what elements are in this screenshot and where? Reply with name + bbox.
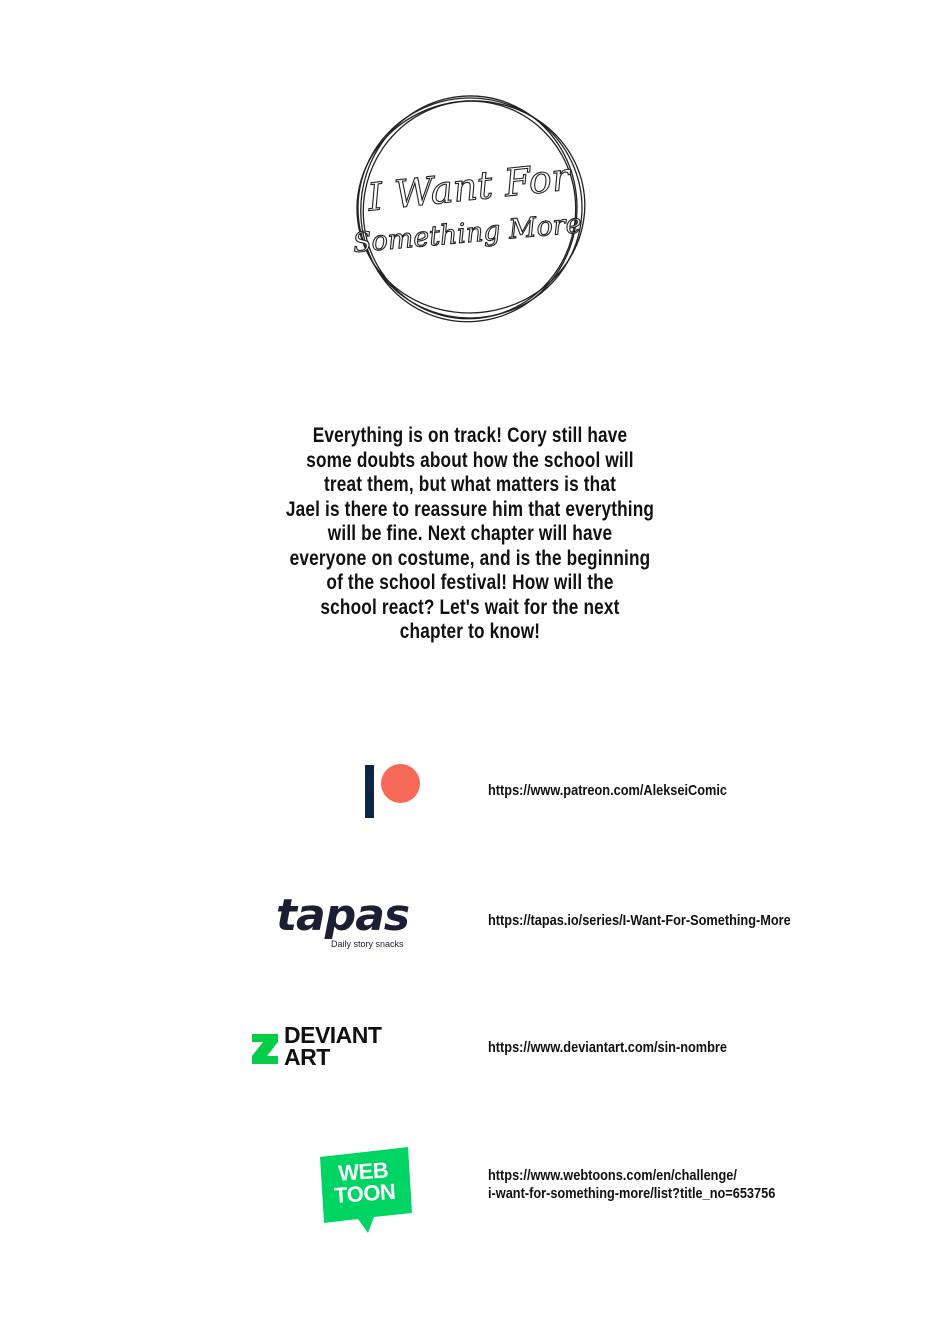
- tapas-tagline: Daily story snacks: [331, 939, 404, 949]
- message-line: treat them, but what matters is that: [324, 473, 616, 496]
- tapas-wordmark: tapas: [276, 890, 410, 941]
- deviantart-icon: [250, 1030, 280, 1068]
- series-title-logo-image: [350, 88, 590, 328]
- svg-text:I Want For: I Want For: [365, 154, 572, 220]
- message-line: will be fine. Next chapter will have: [327, 522, 613, 545]
- webtoon-logo[interactable]: [316, 1143, 416, 1235]
- webtoon-link-line2: i-want-for-something-more/list?title_no=653756: [488, 1185, 776, 1202]
- deviantart-wordmark-line1: DEVIANT: [284, 1022, 382, 1048]
- patreon-link[interactable]: https://www.patreon.com/AlekseiComic: [488, 782, 727, 799]
- webtoon-wordmark-line2: TOON: [333, 1178, 397, 1209]
- webtoon-link[interactable]: [488, 1167, 775, 1203]
- deviantart-wordmark: [284, 1024, 381, 1068]
- patreon-icon-bar: [365, 765, 374, 818]
- svg-text:Something More: Something More: [351, 208, 583, 260]
- message-line: school react? Let's wait for the next: [320, 595, 620, 619]
- message-line: Everything is on track! Cory still have: [312, 424, 628, 447]
- message-line: some doubts about how the school will: [306, 448, 634, 472]
- author-message: [249, 424, 692, 645]
- series-title-logo: [350, 88, 590, 328]
- patreon-icon[interactable]: [362, 764, 422, 820]
- message-line: chapter to know!: [399, 620, 541, 643]
- message-line: of the school festival! How will the: [326, 571, 614, 594]
- deviantart-logo[interactable]: [250, 1024, 425, 1074]
- deviantart-link[interactable]: https://www.deviantart.com/sin-nombre: [488, 1039, 727, 1056]
- webtoon-wordmark-line1: WEB: [337, 1157, 389, 1186]
- patreon-icon-dot: [381, 764, 420, 803]
- message-line: Jael is there to reassure him that everything: [285, 497, 655, 521]
- webtoon-link-line1: https://www.webtoons.com/en/challenge/: [488, 1167, 737, 1184]
- deviantart-wordmark-line2: ART: [284, 1044, 330, 1070]
- message-line: everyone on costume, and is the beginning: [289, 546, 651, 570]
- tapas-link[interactable]: https://tapas.io/series/I-Want-For-Something-More: [488, 912, 791, 929]
- webtoon-wordmark: [315, 1158, 414, 1209]
- tapas-logo[interactable]: [276, 890, 416, 956]
